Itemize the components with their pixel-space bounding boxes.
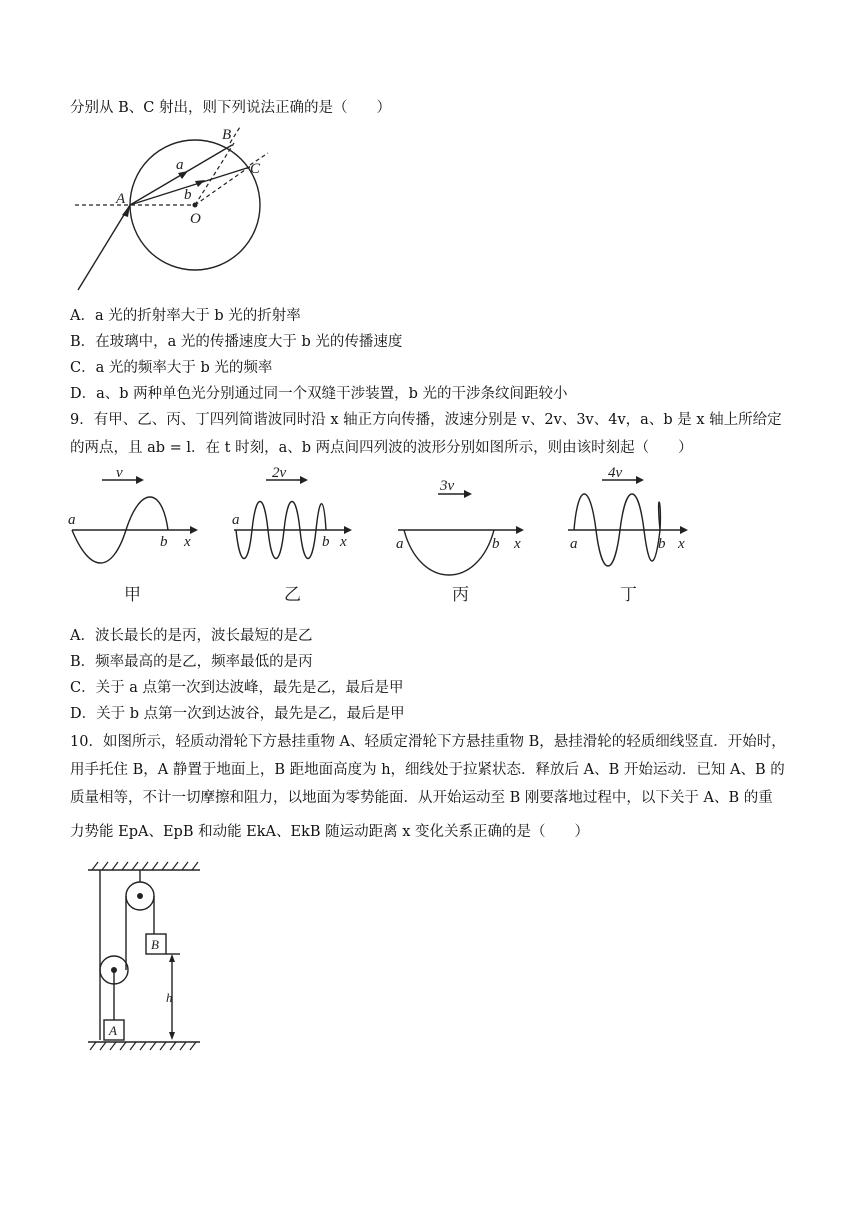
wave-name: 乙	[284, 585, 301, 605]
wave-name: 丁	[620, 585, 637, 605]
svg-text:a: a	[570, 536, 578, 552]
wave-name: 丙	[452, 585, 469, 605]
q9-option-b: B．频率最高的是乙，频率最低的是丙	[70, 654, 313, 670]
svg-text:4v: 4v	[608, 465, 623, 481]
wave-figure-jia	[66, 465, 206, 608]
q8-option-b: B．在玻璃中，a 光的传播速度大于 b 光的传播速度	[70, 334, 403, 350]
svg-text:A: A	[109, 1023, 117, 1038]
svg-text:a: a	[232, 512, 240, 528]
svg-text:B: B	[151, 937, 159, 952]
q10-stem-line1: 10．如图所示，轻质动滑轮下方悬挂重物 A、轻质定滑轮下方悬挂重物 B，悬挂滑轮的轻质细线竖直．开始时，	[70, 734, 786, 750]
label-O: O	[190, 211, 201, 227]
q9-option-c: C．关于 a 点第一次到达波峰，最先是乙，最后是甲	[70, 680, 404, 696]
svg-text:b: b	[658, 536, 666, 552]
exit-B-dash	[230, 127, 240, 143]
svg-text:v: v	[116, 465, 123, 481]
q8-stem-end: 分别从 B、C 射出，则下列说法正确的是（ ）	[70, 100, 391, 116]
label-C: C	[250, 161, 261, 177]
wave-figure-bing	[394, 468, 544, 608]
svg-text:x: x	[184, 534, 191, 550]
wave-name: 甲	[124, 585, 141, 605]
svg-text:2v: 2v	[272, 465, 287, 481]
svg-text:x: x	[678, 536, 685, 552]
wave-figure-ding	[566, 465, 706, 608]
label-A: A	[116, 191, 126, 207]
q8-option-a: A．a 光的折射率大于 b 光的折射率	[70, 308, 301, 324]
svg-text:b: b	[322, 534, 330, 550]
q10-pulley-figure	[88, 858, 208, 1056]
center-dot	[193, 203, 198, 208]
q10-stem-line2: 用手托住 B，A 静置于地面上，B 距地面高度为 h，细线处于拉紧状态．释放后 A、B 开始运动．已知 A、B 的	[70, 762, 785, 778]
svg-text:b: b	[160, 534, 168, 550]
q9-stem-line1: 9．有甲、乙、丙、丁四列简谐波同时沿 x 轴正方向传播，波速分别是 v、2v、3v、4v，a、b 是 x 轴上所给定	[70, 412, 782, 428]
svg-text:a: a	[396, 536, 404, 552]
q8-option-d: D．a、b 两种单色光分别通过同一个双缝干涉装置，b 光的干涉条纹间距较小	[70, 386, 568, 402]
svg-text:h: h	[166, 990, 173, 1005]
q9-stem-line2: 的两点，且 ab = l．在 t 时刻，a、b 两点间四列波的波形分别如图所示，则由该时刻起（ ）	[70, 440, 693, 456]
q8-option-c: C．a 光的频率大于 b 光的频率	[70, 360, 273, 376]
label-a: a	[176, 157, 184, 173]
q10-stem-line4: 力势能 EpA、EpB 和动能 EkA、EkB 随运动距离 x 变化关系正确的是（ ）	[70, 824, 590, 840]
label-B: B	[222, 127, 232, 143]
incident-ray	[78, 205, 130, 290]
svg-text:3v: 3v	[440, 478, 455, 494]
q9-option-d: D．关于 b 点第一次到达波谷，最先是乙，最后是甲	[70, 706, 405, 722]
q9-option-a: A．波长最长的是丙，波长最短的是乙	[70, 628, 313, 644]
wave-curve	[404, 530, 494, 575]
wave-figure-yi	[230, 465, 370, 608]
ray-b-arrow	[195, 180, 205, 187]
label-b: b	[184, 187, 192, 203]
svg-text:x: x	[340, 534, 347, 550]
svg-text:b: b	[492, 536, 500, 552]
svg-text:x: x	[514, 536, 521, 552]
q8-refraction-figure	[70, 125, 270, 295]
radius-oC	[195, 165, 252, 205]
svg-text:a: a	[68, 512, 76, 528]
q10-stem-line3: 质量相等，不计一切摩擦和阻力，以地面为零势能面．从开始运动至 B 刚要落地过程中，以下关于 A、B 的重	[70, 790, 773, 806]
